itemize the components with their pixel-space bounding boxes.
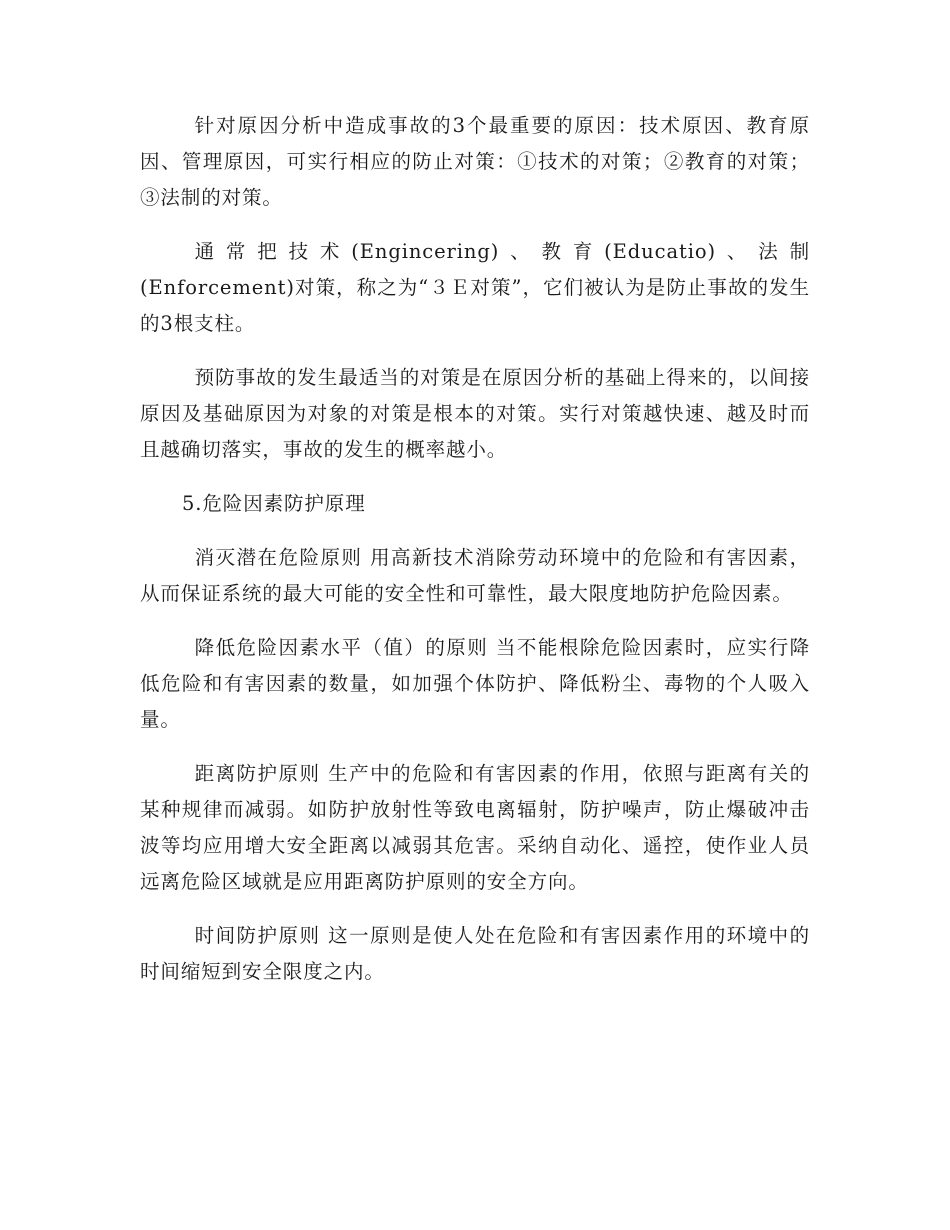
paragraph-3e-definition: 通常把技术(Engincering)、教育(Educatio)、法制(Enforcement)对策，称之为“３Ｅ对策”，它们被认为是防止事故的发生的3根支柱。 [140,240,810,335]
paragraph-eliminate-hazard: 消灭潜在危险原则 用高新技术消除劳动环境中的危险和有害因素，从而保证系统的最大可能的安全性和可靠性，最大限度地防护危险因素。 [140,546,810,605]
paragraph-distance-protection: 距离防护原则 生产中的危险和有害因素的作用，依照与距离有关的某种规律而减弱。如防护放射性等致电离辐射，防护噪声，防止爆破冲击波等均应用增大安全距离以减弱其危害。采纳自动化、遥控，使作业人员远离危险区域就是应用距离防护原则的安全方向。 [140,762,810,893]
paragraph-prevention: 预防事故的发生最适当的对策是在原因分析的基础上得来的，以间接原因及基础原因为对象的对策是根本的对策。实行对策越快速、越及时而且越确切落实，事故的发生的概率越小。 [140,366,810,461]
paragraph-3e-causes: 针对原因分析中造成事故的3个最重要的原因：技术原因、教育原因、管理原因，可实行相应的防止对策：①技术的对策；②教育的对策；③法制的对策。 [140,114,810,209]
paragraph-reduce-hazard: 降低危险因素水平（值）的原则 当不能根除危险因素时，应实行降低危险和有害因素的数量，如加强个体防护、降低粉尘、毒物的个人吸入量。 [140,636,810,731]
section-heading: 5.危险因素防护原理 [182,492,366,515]
paragraph-time-protection: 时间防护原则 这一原则是使人处在危险和有害因素作用的环境中的时间缩短到安全限度之内。 [140,924,810,983]
document-page [140,108,810,1008]
